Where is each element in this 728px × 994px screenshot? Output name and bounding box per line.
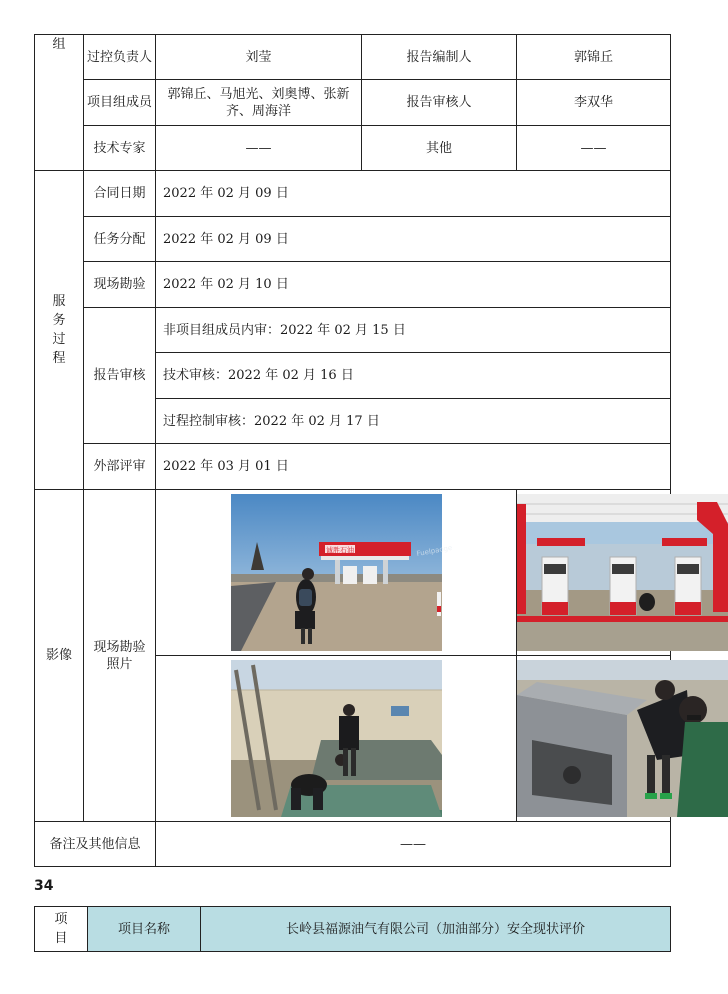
team-role-label: 技术专家 (84, 126, 156, 171)
remarks-label: 备注及其他信息 (35, 822, 156, 867)
fuel-dispensers-photo (517, 494, 728, 651)
report-info-table (34, 34, 671, 867)
station-exterior-photo (231, 494, 453, 651)
team-role-value: 郭锦丘 (517, 35, 671, 80)
page-number: 34 (34, 878, 54, 894)
team-role-label: 报告编制人 (362, 35, 517, 80)
project-name-value: 长岭县福源油气有限公司（加油部分）安全现状评价 (201, 907, 671, 952)
photo-watermark: Fuelpaoge (415, 543, 453, 558)
review-item: 非项目组成员内审：2022 年 02 月 15 日 (156, 308, 671, 353)
photo-cell (156, 656, 517, 822)
team-role-label: 项目组成员 (84, 80, 156, 126)
team-role-label: 过控负责人 (84, 35, 156, 80)
service-step-label: 现场勘验 (84, 262, 156, 308)
images-sub-label: 现场勘验照片 (84, 490, 156, 822)
remarks-value: —— (156, 822, 671, 867)
team-role-value: —— (156, 126, 362, 171)
review-item: 技术审核：2022 年 02 月 16 日 (156, 353, 671, 399)
service-section-label: 服务过程 (35, 171, 84, 490)
tank-manhole-photo (517, 660, 728, 817)
project-info-table (34, 906, 671, 952)
service-step-label: 报告审核 (84, 308, 156, 444)
team-role-label: 报告审核人 (362, 80, 517, 126)
team-role-value: 李双华 (517, 80, 671, 126)
review-item: 过程控制审核：2022 年 02 月 17 日 (156, 399, 671, 444)
photo-cell (156, 490, 517, 656)
project-name-label: 项目名称 (88, 907, 201, 952)
service-step-date: 2022 年 02 月 10 日 (156, 262, 671, 308)
team-section-label: 组 (35, 35, 84, 171)
project-col-label: 项目 (35, 907, 88, 952)
tank-inspection-photo (231, 660, 442, 817)
service-step-label: 合同日期 (84, 171, 156, 217)
team-role-value: —— (517, 126, 671, 171)
photo-cell (517, 656, 671, 822)
images-section-label: 影像 (35, 490, 84, 822)
service-step-label: 任务分配 (84, 217, 156, 262)
station-sign-text: 诚胜石油 (325, 546, 354, 555)
service-step-label: 外部评审 (84, 444, 156, 490)
team-role-label: 其他 (362, 126, 517, 171)
service-step-date: 2022 年 02 月 09 日 (156, 171, 671, 217)
team-members-value: 郭锦丘、马旭光、刘奥博、张新齐、周海洋 (156, 80, 362, 126)
photo-cell (517, 490, 671, 656)
service-step-date: 2022 年 03 月 01 日 (156, 444, 671, 490)
service-step-date: 2022 年 02 月 09 日 (156, 217, 671, 262)
team-role-value: 刘莹 (156, 35, 362, 80)
